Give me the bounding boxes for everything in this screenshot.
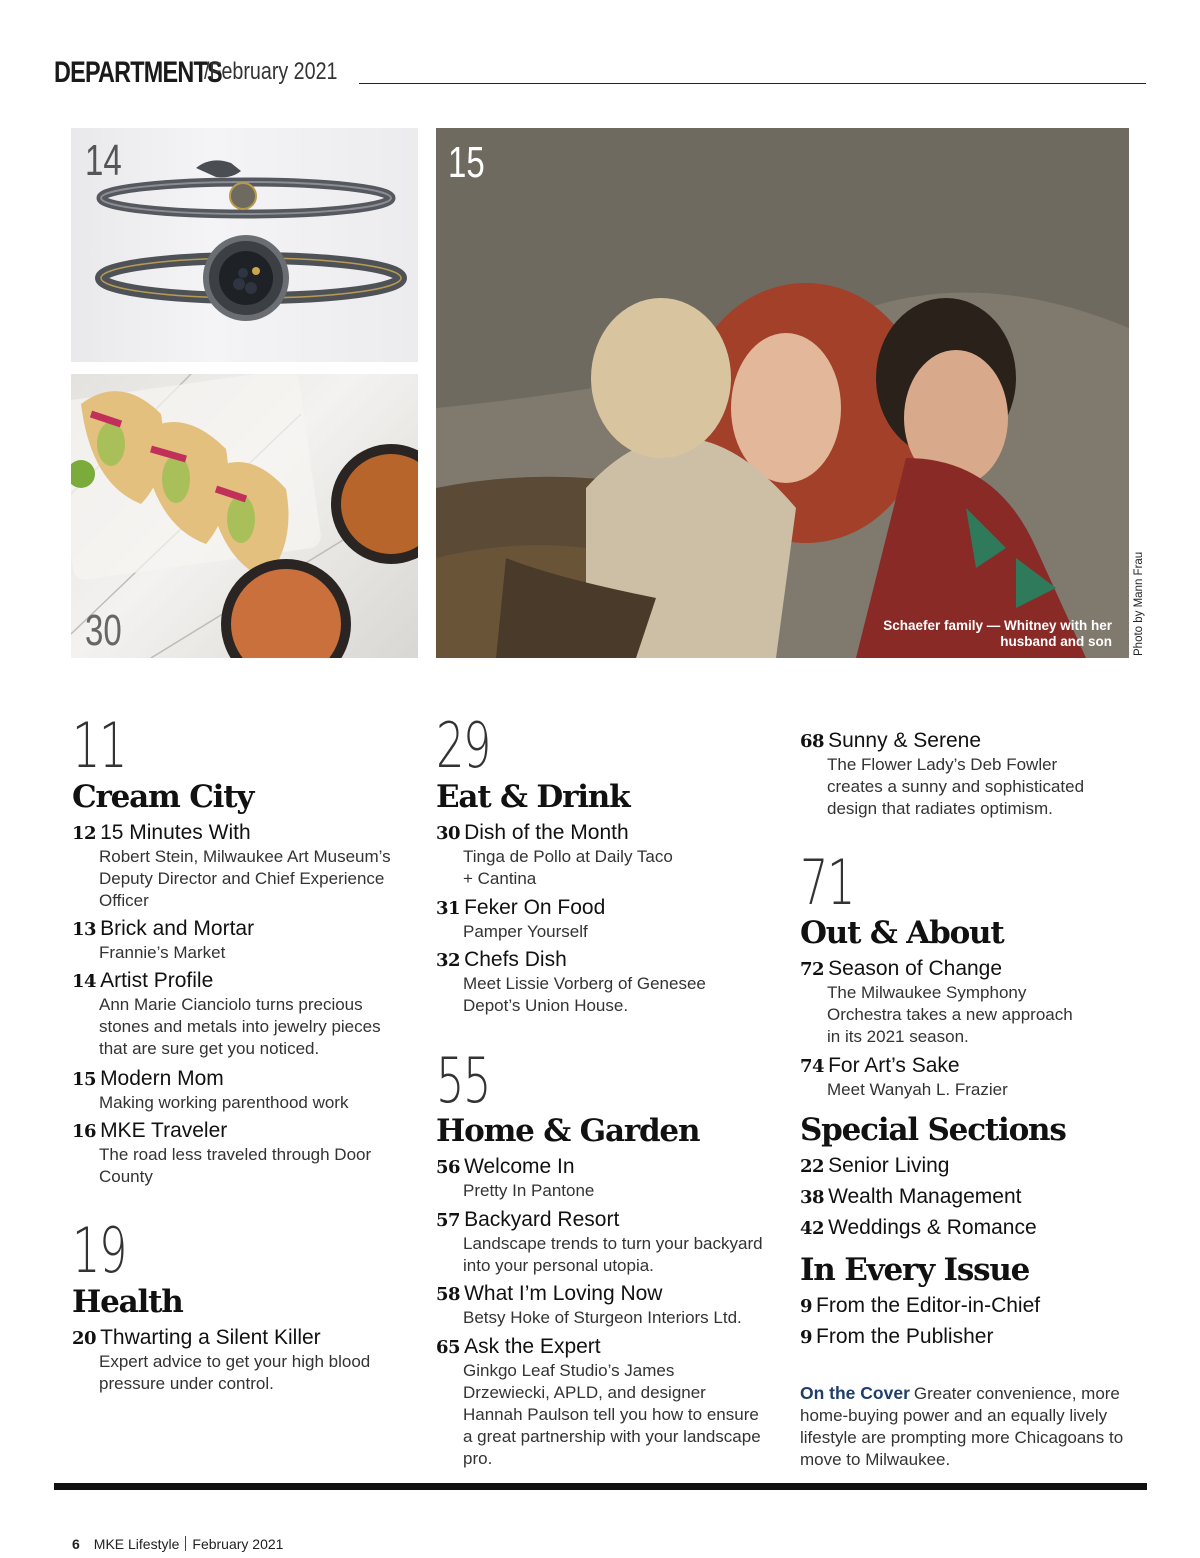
toc-entry[interactable] xyxy=(436,1282,776,1329)
entry-page: 16 xyxy=(72,1121,97,1142)
entry-title: Feker On Food xyxy=(464,896,606,919)
entry-description: Meet Wanyah L. Frazier xyxy=(827,1080,1008,1099)
entry-title: Season of Change xyxy=(828,957,1003,980)
page-footer xyxy=(72,1536,283,1552)
entry-title: Senior Living xyxy=(828,1154,950,1177)
toc-entry[interactable] xyxy=(800,729,1140,820)
entry-page: 72 xyxy=(800,959,825,980)
entry-description: The Milwaukee Symphony Orchestra takes a new approach in its 2021 season. xyxy=(827,983,1073,1046)
toc-entry[interactable] xyxy=(800,1054,1140,1101)
entry-description: Meet Lissie Vorberg of Genesee Depot’s Union House. xyxy=(463,974,706,1015)
entry-page: 74 xyxy=(800,1056,825,1077)
entry-description: The road less traveled through Door County xyxy=(99,1145,372,1186)
entry-description: Betsy Hoke of Sturgeon Interiors Ltd. xyxy=(463,1308,742,1327)
entry-description: Expert advice to get your high blood pressure under control. xyxy=(99,1352,371,1393)
section-title-eat-drink: Eat & Drink xyxy=(436,779,630,815)
toc-entry[interactable] xyxy=(800,1216,1140,1241)
entry-page: 13 xyxy=(72,919,97,940)
cover-text: Greater convenience, more home-buying power and an equally lively lifestyle are prompting more Chicagoans to move to Milwaukee. xyxy=(800,1384,1124,1469)
entry-title: For Art’s Sake xyxy=(828,1054,960,1077)
toc-entry[interactable] xyxy=(800,1185,1140,1210)
toc-entry[interactable] xyxy=(436,896,776,943)
toc-entry[interactable] xyxy=(436,948,776,1017)
toc-entry[interactable] xyxy=(436,1155,776,1202)
toc-entry[interactable] xyxy=(800,957,1140,1048)
header-rule xyxy=(359,83,1146,84)
entry-description: Frannie’s Market xyxy=(99,943,226,962)
photo-credit: Photo by Mann Frau xyxy=(1133,551,1145,656)
page-header xyxy=(54,56,1146,88)
entry-title: Welcome In xyxy=(464,1155,575,1178)
toc-entry[interactable] xyxy=(800,1154,1140,1179)
entry-page: 30 xyxy=(436,823,461,844)
entry-page: 58 xyxy=(436,1284,461,1305)
entry-description: The Flower Lady’s Deb Fowler creates a sunny and sophisticated design that radiates optimism. xyxy=(827,755,1085,818)
toc-entry[interactable] xyxy=(72,1326,412,1395)
section-page-number: 19 xyxy=(72,1214,126,1287)
entry-description: Making working parenthood work xyxy=(99,1093,349,1112)
photo-page-number: 14 xyxy=(85,136,122,185)
section-page-number: 55 xyxy=(436,1044,490,1117)
toc-entry[interactable] xyxy=(436,1208,776,1277)
section-title-in-every-issue: In Every Issue xyxy=(800,1252,1030,1288)
bracelets-illustration xyxy=(71,128,418,362)
entry-page: 22 xyxy=(800,1156,825,1177)
section-title-cream-city: Cream City xyxy=(72,779,254,815)
entry-page: 57 xyxy=(436,1210,461,1231)
entry-title: Chefs Dish xyxy=(464,948,567,971)
toc-entry[interactable] xyxy=(72,917,412,964)
footer-divider xyxy=(185,1536,186,1551)
entry-title: What I’m Loving Now xyxy=(464,1282,663,1305)
entry-description: Pretty In Pantone xyxy=(463,1181,595,1200)
entry-description: Pamper Yourself xyxy=(463,922,588,941)
entry-page: 9 xyxy=(800,1327,813,1348)
entry-title: Thwarting a Silent Killer xyxy=(100,1326,321,1349)
toc-entry[interactable] xyxy=(72,1119,412,1188)
entry-page: 15 xyxy=(72,1069,97,1090)
section-title-health: Health xyxy=(72,1284,183,1320)
footer-date: February 2021 xyxy=(192,1536,284,1552)
entry-description: Ann Marie Cianciolo turns precious stones and metals into jewelry pieces that are sure get you noticed. xyxy=(99,995,381,1058)
entry-description: Robert Stein, Milwaukee Art Museum’s Deputy Director and Chief Experience Officer xyxy=(99,847,391,910)
entry-page: 20 xyxy=(72,1328,97,1349)
toc-entry[interactable] xyxy=(72,821,412,912)
entry-page: 68 xyxy=(800,731,825,752)
entry-title: 15 Minutes With xyxy=(100,821,251,844)
tacos-illustration xyxy=(71,374,418,658)
entry-title: From the Editor-in-Chief xyxy=(816,1294,1041,1317)
photo-tacos xyxy=(71,374,418,658)
entry-title: Sunny & Serene xyxy=(828,729,981,752)
section-page-number: 29 xyxy=(436,709,490,782)
entry-description: Landscape trends to turn your backyard into your personal utopia. xyxy=(463,1234,763,1275)
entry-page: 65 xyxy=(436,1337,461,1358)
entry-title: Brick and Mortar xyxy=(100,917,255,940)
toc-entry[interactable] xyxy=(800,1325,1140,1350)
cover-label: On the Cover xyxy=(800,1383,910,1403)
family-illustration xyxy=(436,128,1129,658)
entry-title: Ask the Expert xyxy=(464,1335,601,1358)
entry-title: Dish of the Month xyxy=(464,821,629,844)
photo-family xyxy=(436,128,1129,658)
entry-page: 32 xyxy=(436,950,461,971)
entry-title: From the Publisher xyxy=(816,1325,994,1348)
section-title-special-sections: Special Sections xyxy=(800,1112,1066,1148)
toc-entry[interactable] xyxy=(72,1067,412,1114)
section-page-number: 11 xyxy=(72,709,126,782)
entry-title: Artist Profile xyxy=(100,969,214,992)
entry-page: 12 xyxy=(72,823,97,844)
entry-title: Wealth Management xyxy=(828,1185,1022,1208)
toc-entry[interactable] xyxy=(436,821,776,890)
entry-page: 38 xyxy=(800,1187,825,1208)
entry-page: 31 xyxy=(436,898,461,919)
entry-description: Tinga de Pollo at Daily Taco + Cantina xyxy=(463,847,673,888)
section-label: DEPARTMENTS xyxy=(54,56,222,89)
photo-caption: Schaefer family — Whitney with her husband and son xyxy=(883,618,1112,649)
entry-title: Modern Mom xyxy=(100,1067,224,1090)
section-page-number: 71 xyxy=(800,846,854,919)
photo-page-number: 15 xyxy=(448,138,485,187)
entry-page: 56 xyxy=(436,1157,461,1178)
footer-magazine: MKE Lifestyle xyxy=(93,1536,180,1552)
photo-page-number: 30 xyxy=(85,606,122,655)
section-title-home-garden: Home & Garden xyxy=(436,1113,700,1149)
issue-date: /February 2021 xyxy=(204,58,338,85)
footer-rule xyxy=(54,1483,1147,1490)
toc-entry[interactable] xyxy=(800,1294,1140,1319)
entry-page: 14 xyxy=(72,971,97,992)
entry-description: Ginkgo Leaf Studio’s James Drzewiecki, APLD, and designer Hannah Paulson tell you how to ensure a great partnership with your landscape pro. xyxy=(463,1361,761,1468)
toc-entry[interactable] xyxy=(72,969,412,1060)
section-title-out-about: Out & About xyxy=(800,915,1004,951)
entry-title: Backyard Resort xyxy=(464,1208,620,1231)
entry-page: 9 xyxy=(800,1296,813,1317)
on-the-cover xyxy=(800,1382,1145,1471)
entry-title: Weddings & Romance xyxy=(828,1216,1037,1239)
toc-entry[interactable] xyxy=(436,1335,776,1470)
entry-page: 42 xyxy=(800,1218,825,1239)
footer-page-number: 6 xyxy=(72,1536,80,1552)
entry-title: MKE Traveler xyxy=(100,1119,228,1142)
photo-jewelry xyxy=(71,128,418,362)
